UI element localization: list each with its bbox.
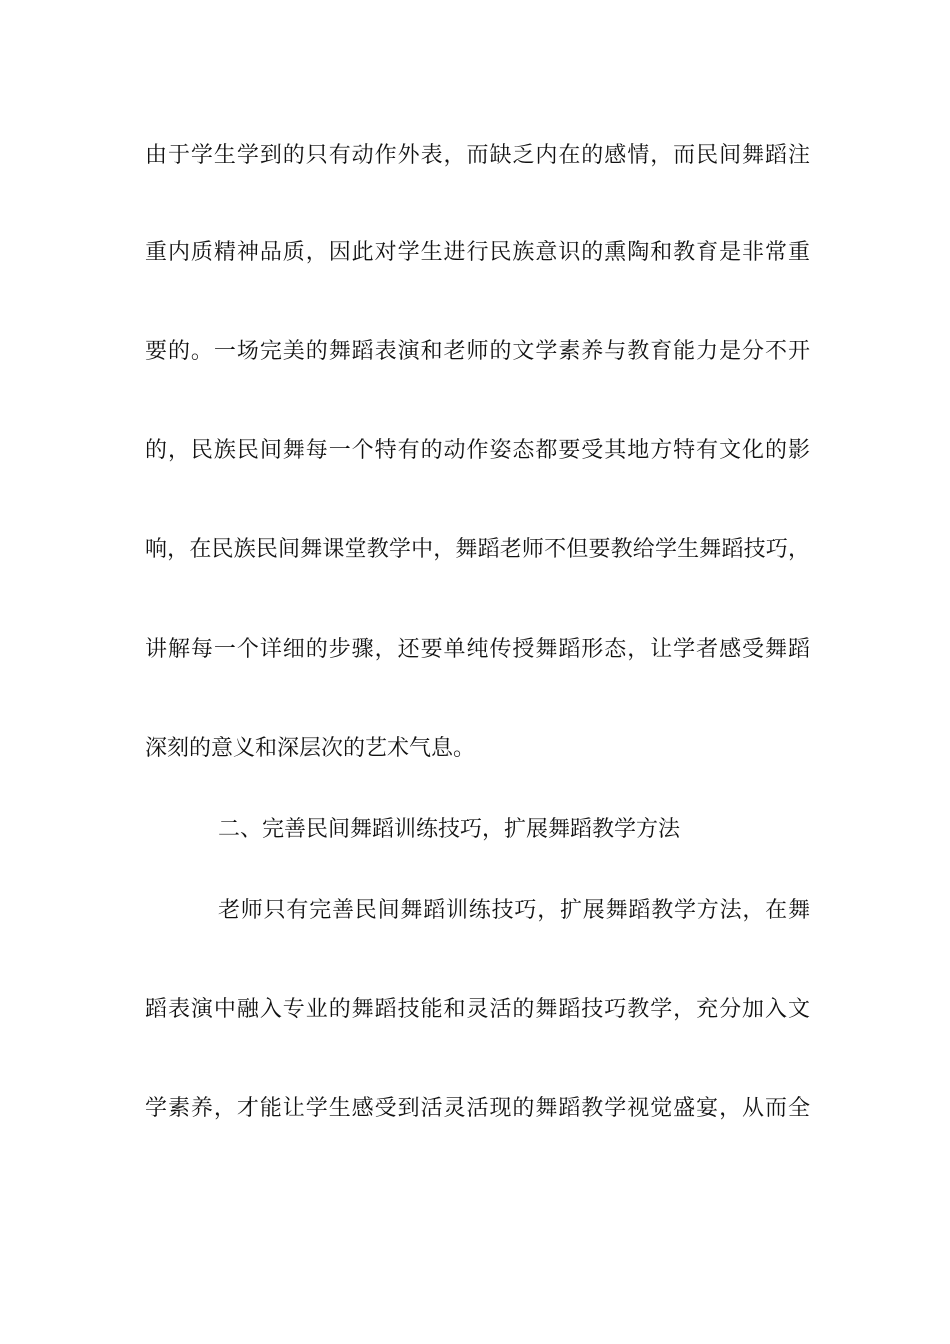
paragraph-line: 老师只有完善民间舞蹈训练技巧，扩展舞蹈教学方法，在舞 bbox=[218, 898, 810, 923]
paragraph-line: 响，在民族民间舞课堂教学中，舞蹈老师不但要教给学生舞蹈技巧， bbox=[145, 537, 810, 562]
paragraph-line: 深刻的意义和深层次的艺术气息。 bbox=[145, 736, 476, 761]
paragraph-line: 学素养，才能让学生感受到活灵活现的舞蹈教学视觉盛宴，从而全 bbox=[145, 1096, 810, 1121]
paragraph-line: 要的。一场完美的舞蹈表演和老师的文学素养与教育能力是分不开 bbox=[145, 339, 810, 364]
paragraph-line: 蹈表演中融入专业的舞蹈技能和灵活的舞蹈技巧教学，充分加入文 bbox=[145, 997, 810, 1022]
section-heading: 二、完善民间舞蹈训练技巧，扩展舞蹈教学方法 bbox=[218, 817, 681, 842]
paragraph-line: 由于学生学到的只有动作外表，而缺乏内在的感情，而民间舞蹈注 bbox=[145, 143, 810, 168]
paragraph-line: 的，民族民间舞每一个特有的动作姿态都要受其地方特有文化的影 bbox=[145, 438, 810, 463]
paragraph-line: 重内质精神品质，因此对学生进行民族意识的熏陶和教育是非常重 bbox=[145, 240, 810, 265]
paragraph-line: 讲解每一个详细的步骤，还要单纯传授舞蹈形态，让学者感受舞蹈 bbox=[145, 637, 810, 662]
